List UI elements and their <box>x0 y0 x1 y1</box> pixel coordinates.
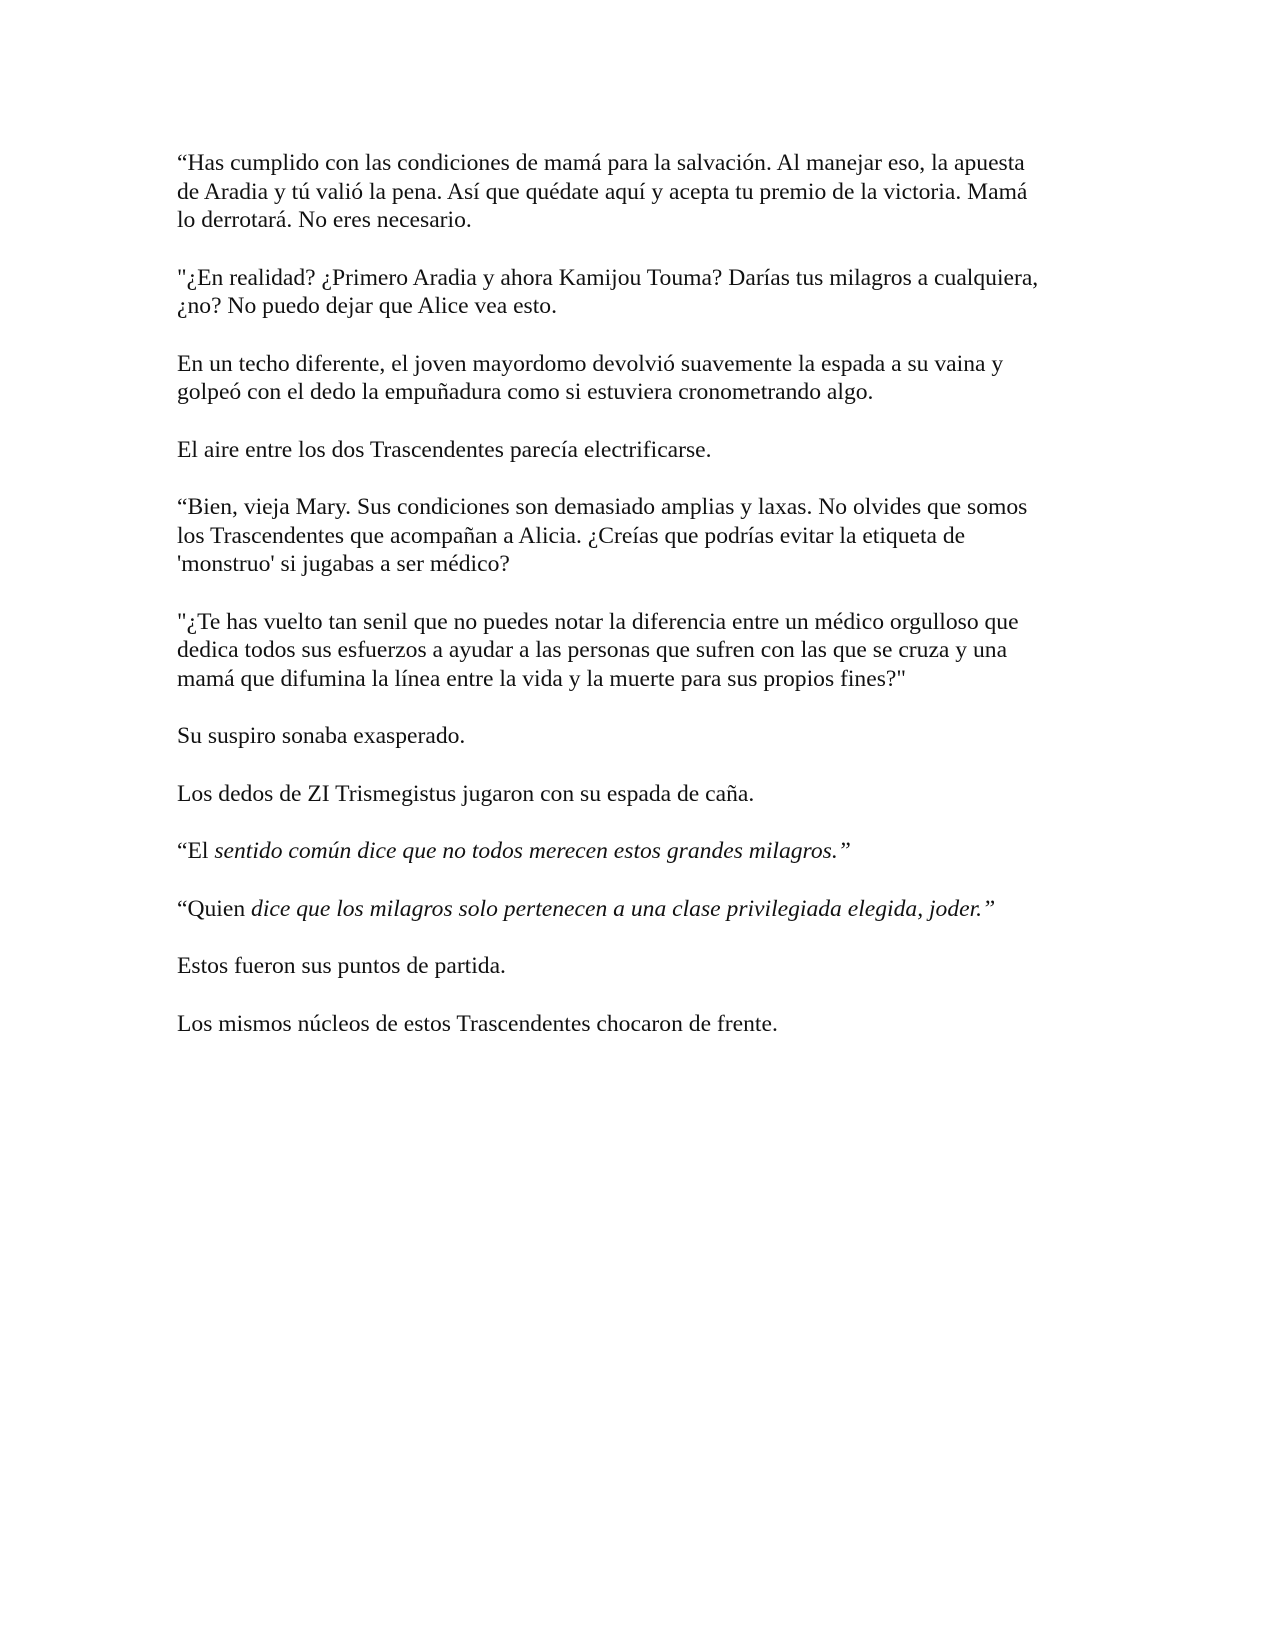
text-line <box>177 206 1117 235</box>
paragraph <box>177 493 1117 579</box>
text-line <box>177 665 1117 694</box>
text-run: “El <box>177 838 215 864</box>
text-run: Los mismos núcleos de estos Trascendentes chocaron de frente. <box>177 1010 778 1037</box>
paragraph <box>177 264 1117 321</box>
paragraph <box>177 952 1117 981</box>
text-line <box>177 149 1117 178</box>
text-line <box>177 952 1117 981</box>
text-run: En un techo diferente, el joven mayordomo devolvió suavemente la espada a su vaina y <box>177 350 1004 377</box>
text-line <box>177 780 1117 809</box>
text-run: 'monstruo' si jugabas a ser médico? <box>177 551 510 577</box>
text-line <box>177 178 1117 207</box>
text-run: “Has cumplido con las condiciones de mamá para la salvación. Al manejar eso, la apuesta <box>177 150 1025 176</box>
text-line <box>177 895 1117 924</box>
text-line <box>177 837 1117 866</box>
text-run: ¿no? No puedo dejar que Alice vea esto. <box>177 293 557 319</box>
text-line <box>177 550 1117 579</box>
paragraph <box>177 895 1117 924</box>
text-run: dedica todos sus esfuerzos a ayudar a las personas que sufren con las que se cruza y una <box>177 637 1008 663</box>
text-line <box>177 493 1117 522</box>
paragraph <box>177 608 1117 694</box>
text-run: Estos fueron sus puntos de partida. <box>177 953 506 979</box>
document-body <box>177 149 1117 1067</box>
text-line <box>177 722 1117 751</box>
text-run: Su suspiro sonaba exasperado. <box>177 723 466 749</box>
text-line <box>177 608 1117 637</box>
paragraph <box>177 1010 1117 1039</box>
text-run: "¿Te has vuelto tan senil que no puedes notar la diferencia entre un médico orgulloso que <box>177 608 1019 635</box>
text-line <box>177 436 1117 465</box>
text-line <box>177 378 1117 407</box>
text-run: los Trascendentes que acompañan a Alicia. ¿Creías que podrías evitar la etiqueta de <box>177 522 966 549</box>
paragraph <box>177 780 1117 809</box>
text-run: lo derrotará. No eres necesario. <box>177 207 472 233</box>
text-run: "¿En realidad? ¿Primero Aradia y ahora Kamijou Touma? Darías tus milagros a cualquiera, <box>177 264 1039 291</box>
paragraph <box>177 837 1117 866</box>
text-line <box>177 350 1117 379</box>
text-line <box>177 1010 1117 1039</box>
text-run: mamá que difumina la línea entre la vida y la muerte para sus propios fines?" <box>177 665 906 692</box>
text-line <box>177 292 1117 321</box>
text-line <box>177 522 1117 551</box>
text-run: Los dedos de ZI Trismegistus jugaron con su espada de caña. <box>177 780 755 807</box>
paragraph <box>177 350 1117 407</box>
italic-text-run: sentido común dice que no todos merecen estos grandes milagros.” <box>214 838 851 864</box>
text-line <box>177 636 1117 665</box>
italic-text-run: dice que los milagros solo pertenecen a una clase privilegiada elegida, joder.” <box>251 895 996 922</box>
text-run: El aire entre los dos Trascendentes parecía electrificarse. <box>177 436 712 463</box>
text-run: de Aradia y tú valió la pena. Así que quédate aquí y acepta tu premio de la victoria. Mamá <box>177 178 1028 205</box>
paragraph <box>177 149 1117 235</box>
text-run: “Quien <box>177 895 252 922</box>
text-line <box>177 264 1117 293</box>
paragraph <box>177 436 1117 465</box>
text-run: “Bien, vieja Mary. Sus condiciones son demasiado amplias y laxas. No olvides que somos <box>177 494 1028 520</box>
paragraph <box>177 722 1117 751</box>
text-run: golpeó con el dedo la empuñadura como si estuviera cronometrando algo. <box>177 379 874 405</box>
